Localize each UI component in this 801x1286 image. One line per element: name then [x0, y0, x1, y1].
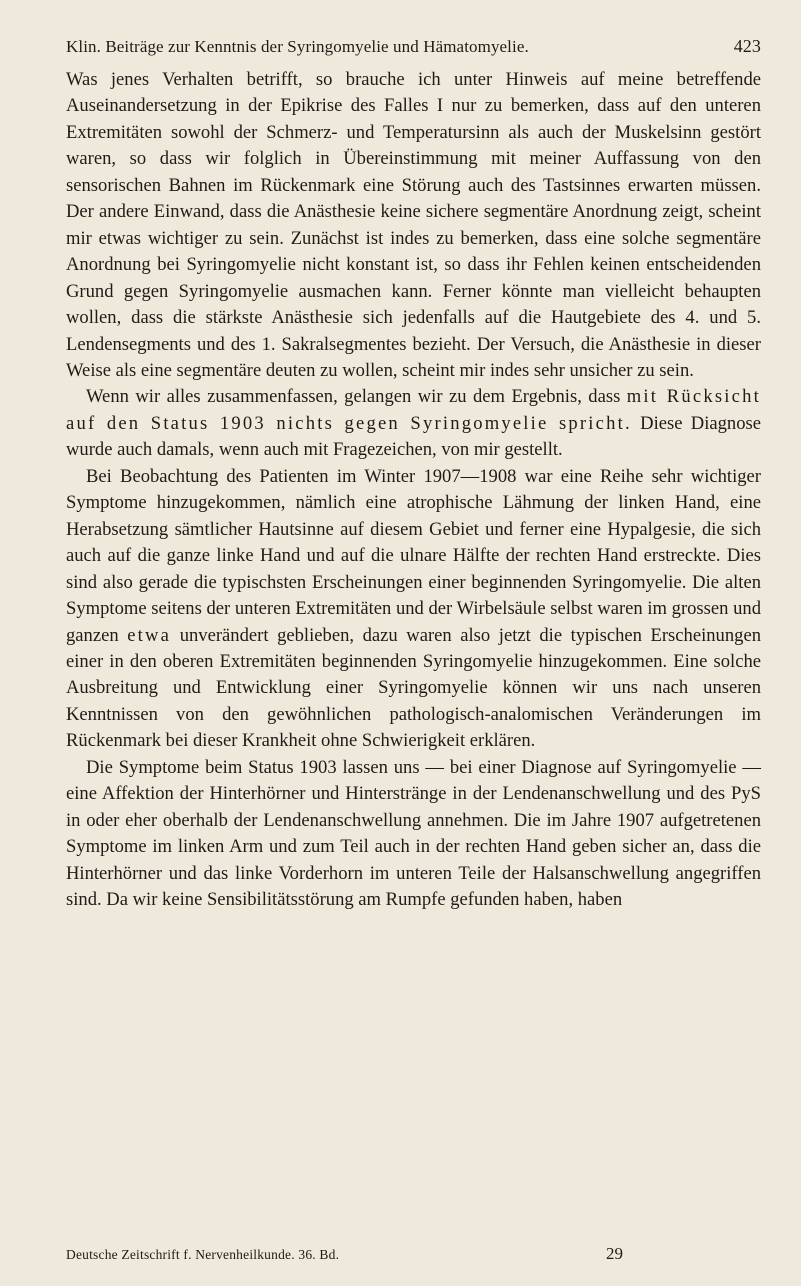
page-number: 423 [733, 36, 761, 56]
signature-mark: 29 [606, 1244, 623, 1263]
running-head [66, 34, 761, 59]
paragraph-text: Was jenes Verhalten betrifft, so brauche ich unter Hinweis auf meine betreffende Auseinandersetzung in der Epikrise des Falles I nur zu bemerken, dass auf den unteren Extremitäten sowohl der Schmerz- und Temperatursinn als auch der Muskelsinn gestört waren, so dass wir folglich in Übereinstimmung mit meiner Auffassung von den sensorischen Bahnen im Rückenmark eine Störung auch des Tastsinnes erwarten müssen. Der andere Einwand, dass die Anästhesie keine sichere segmentäre Anordnung zeigt, scheint mir etwas wichtiger zu sein. Zunächst ist indes zu bemerken, dass eine solche segmentäre Anordnung bei Syringomyelie nicht konstant ist, so dass ihr Fehlen keinen entscheidenden Grund gegen Syringomyelie ausmachen kann. Ferner könnte man vielleicht behaupten wollen, dass die stärkste Anästhesie sich jedenfalls auf die Hautgebiete des 4. und 5. Lendensegments und des 1. Sakralsegmentes bezieht. Der Versuch, die Anästhesie in dieser Weise als eine segmentäre deuten zu wollen, scheint mir indes sehr unsicher zu sein. [66, 69, 761, 381]
paragraph-text: unverändert geblieben, dazu waren also jetzt die typischen Erscheinungen einer in den oberen Extremitäten beginnenden Syringomyelie hinzugekommen. Eine solche Ausbreitung und Entwicklung einer Syringomyelie können wir uns nach unseren Kenntnissen von den gewöhnlichen pathologisch-analomischen Veränderungen im Rückenmark bei dieser Krankheit ohne Schwierigkeit erklären. [66, 624, 761, 752]
running-title: Klin. Beiträge zur Kenntnis der Syringomyelie und Hämatomyelie. [66, 37, 529, 56]
paragraph-text: Die Symptome beim Status 1903 lassen uns — bei einer Diagnose auf Syringomyelie — eine Affektion der Hinterhörner und Hinterstränge in der Lendenanschwellung und des PyS in oder eher oberhalb der Lendenanschwellung annehmen. Die im Jahre 1907 aufgetretenen Symptome im linken Arm und zum Teil auch in der rechten Hand geben sicher an, dass die Hinterhörner und das linke Vorderhorn im unteren Teile der Halsanschwellung angegriffen sind. Da wir keine Sensibilitätsstörung am Rumpfe gefunden haben, haben [66, 756, 761, 911]
paragraph [66, 384, 761, 463]
paragraph [66, 464, 761, 755]
paragraph [66, 67, 761, 384]
body-text [66, 67, 761, 914]
paragraph-text: Diese Diagnose wurde auch damals, wenn auch mit Fragezeichen, von mir gestellt. [66, 412, 761, 461]
journal-footnote: Deutsche Zeitschrift f. Nervenheilkunde. 36. Bd. [66, 1247, 340, 1262]
paragraph-text: Wenn wir alles zusammenfassen, gelangen wir zu dem Ergebnis, dass [86, 386, 627, 408]
paragraph-text: Bei Beobachtung des Patienten im Winter 1907—1908 war eine Reihe sehr wichtiger Symptome hinzugekommen, nämlich eine atrophische Lähmung der linken Hand, eine Herabsetzung sämtlicher Hautsinne auf diesem Gebiet und ferner eine Hypalgesie, die sich auch auf die ganze linke Hand und auf die ulnare Hälfte der rechten Hand erstreckte. Dies sind also gerade die typischsten Erscheinungen einer beginnenden Syringomyelie. Die alten Symptome seitens der unteren Extremitäten und der Wirbelsäule selbst waren im grossen und ganzen [66, 465, 761, 646]
paragraph [66, 755, 761, 914]
spaced-emphasis: etwa [127, 624, 172, 646]
spaced-emphasis: mit Rücksicht auf den Status 1903 nichts gegen Syringomyelie spricht. [66, 386, 761, 434]
page-footer [66, 1244, 761, 1264]
